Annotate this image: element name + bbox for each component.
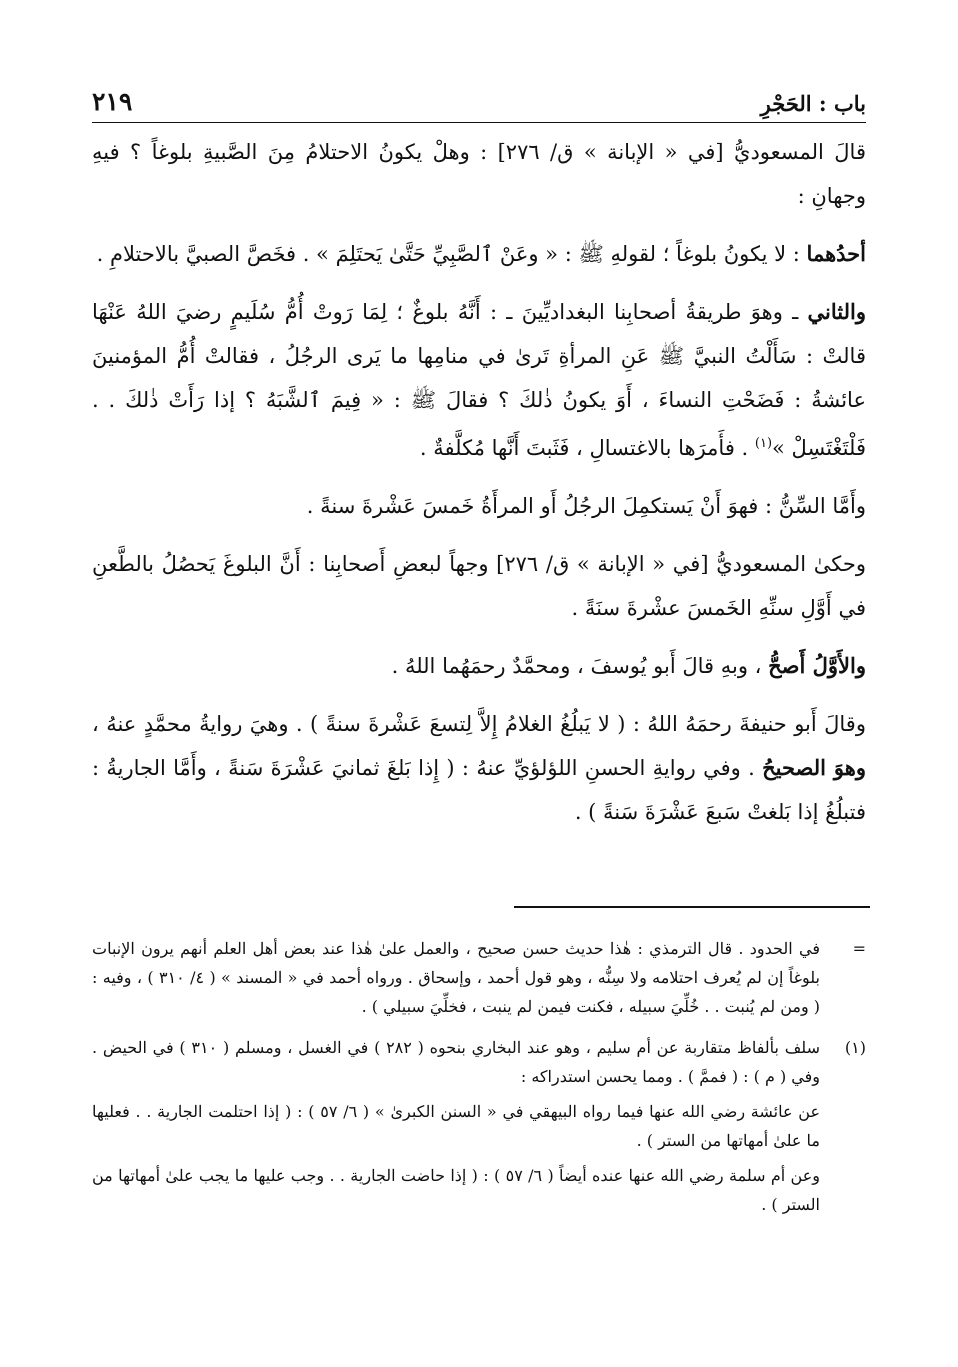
paragraph-text: وحكىٰ المسعوديُّ [في « الإبانة » ق/ ٢٧٦] وجهاً لبعضِ أَصحابِنا : أَنَّ البلوغَ يَحصُلُ بالطَّعنِ في أَوَّلِ سنِّهِ الخَمسَ عشْرةَ سنَةً . bbox=[92, 552, 866, 620]
paragraph-text: قالَ المسعوديُّ [في « الإبانة » ق/ ٢٧٦] : وهلْ يكونُ الاحتلامُ مِنَ الصَّبيةِ بلوغاً ؟ فيهِ وجهانِ : bbox=[92, 140, 866, 208]
footnote-rule bbox=[514, 906, 870, 908]
page-number: ٢١٩ bbox=[92, 87, 133, 116]
paragraph bbox=[92, 232, 866, 276]
paragraph bbox=[92, 644, 866, 688]
footnote-reference: (١) bbox=[754, 436, 773, 451]
paragraph-lead: أحدُهما bbox=[806, 241, 866, 266]
footnote-body bbox=[92, 1033, 820, 1225]
main-text bbox=[92, 130, 866, 848]
footnote-marker: (١) bbox=[844, 1038, 866, 1057]
footnote-text: في الحدود . قال الترمذي : هٰذا حديث حسن صحيح ، والعمل علىٰ هٰذا عند بعض أهل العلم أنهم يرون الإنبات بلوغاً إن لم يُعرف احتلامه ولا سِنُّه ، وهو قول أحمد ، وإسحاق . ورواه أحمد في « المسند » ( ٤/ ٣١٠ ) ، وفيه : ( ومن لم يُنبت . . خُلِّيَ سبيله ، فكنت فيمن لم ينبت ، فخلِّيَ سبيلي ) . bbox=[92, 939, 820, 1016]
header-rule bbox=[92, 122, 866, 123]
paragraph-text: وأَمَّا السِّنُّ : فهوَ أَنْ يَستكمِلَ الرجُلُ أَو المرأَةُ خَمسَ عَشْرةَ سنةً . bbox=[306, 494, 866, 518]
paragraph bbox=[92, 130, 866, 218]
paragraph-tail: . فأَمرَها بالاغتسالِ ، فَثَبتَ أَنَّها مُكلَّفةٌ . bbox=[419, 436, 755, 460]
footnote-marker: = bbox=[852, 939, 866, 958]
footnote bbox=[92, 1033, 866, 1225]
paragraph bbox=[92, 702, 866, 834]
footnote bbox=[92, 934, 866, 1027]
paragraph-text: ـ وهوَ طريقةُ أصحابِنا البغداديِّينَ ـ : أَنَّهُ بلوغٌ ؛ لِمَا رَوتْ أُمُّ سُلَيمٍ رضيَ اللهُ عَنْهَا قالتْ : سَأَلْتُ النبيَّ ﷺ عَنِ المرأةِ تَرىٰ في منامِها ما يَرى الرجُلُ ، فقالتْ أُمُّ المؤمنينَ عائشةُ : فَضَحْتِ النساءَ ، أَوَ يكونُ ذٰلكَ ؟ فقالَ ﷺ : « فِيمَ ٱلشَّبَهُ ؟ إذا رَأَتْ ذٰلكَ . . فَلْتَغْتَسِلْ » bbox=[92, 300, 866, 460]
paragraph-text: : لا يكونُ بلوغاً ؛ لقولهِ ﷺ : « وعَنْ ٱلصَّبِيِّ حَتَّىٰ يَحتَلِمَ » . فخَصَّ الصبيَّ بالاحتلامِ . bbox=[96, 242, 807, 266]
footnotes bbox=[92, 934, 866, 1231]
footnote-body bbox=[92, 934, 820, 1027]
paragraph bbox=[92, 290, 866, 470]
paragraph-text: ، وبهِ قالَ أَبو يُوسفَ ، ومحمَّدٌ رحمَهُما اللهُ . bbox=[391, 654, 769, 678]
paragraph-text: وقالَ أَبو حنيفةَ رحمَهُ اللهُ : ( لا يَبلُغُ الغلامُ إِلاَّ لِتسعَ عَشْرةَ سنةً ) . وهيَ روايةُ محمَّدٍ عنهُ ، bbox=[92, 712, 866, 736]
footnote-text: سلف بألفاظ متقاربة عن أم سليم ، وهو عند البخاري بنحوه ( ٢٨٢ ) في الغسل ، ومسلم ( ٣١٠ ) في الحيض . وفي ( م ) : ( فممَّ ) . ومما يحسن استدراكه : bbox=[92, 1038, 821, 1086]
paragraph bbox=[92, 484, 866, 528]
footnote-text: عن عائشة رضي الله عنها فيما رواه البيهقي في « السنن الكبرىٰ » ( ٦/ ٥٧ ) : ( إذا احتلمت الجارية . . فعليها ما علىٰ أمهاتها من الستر ) . bbox=[92, 1102, 821, 1150]
paragraph-lead: والأَوَّلُ أَصحُّ bbox=[768, 653, 866, 678]
paragraph-lead: والثاني bbox=[807, 299, 866, 324]
paragraph-emphasis: وهوَ الصحيحُ bbox=[762, 755, 866, 780]
chapter-title: باب : الحَجْرِ bbox=[760, 91, 866, 116]
paragraph-tail: . وفي روايةِ الحسنِ اللؤلؤيِّ عنهُ : ( إِذا بَلغَ ثمانيَ عَشْرَةَ سَنةً ، وأَمَّا الجاريةُ : فتبلُغُ إذا بَلغتْ سَبعَ عَشْرَةَ سَنةً ) . bbox=[92, 756, 866, 824]
paragraph bbox=[92, 542, 866, 630]
footnote-text: وعن أم سلمة رضي الله عنها عنده أيضاً ( ٦/ ٥٧ ) : ( إذا حاضت الجارية . . وجب عليها ما يجب علىٰ أمهاتها من الستر ) . bbox=[92, 1166, 821, 1214]
running-header bbox=[92, 82, 866, 116]
